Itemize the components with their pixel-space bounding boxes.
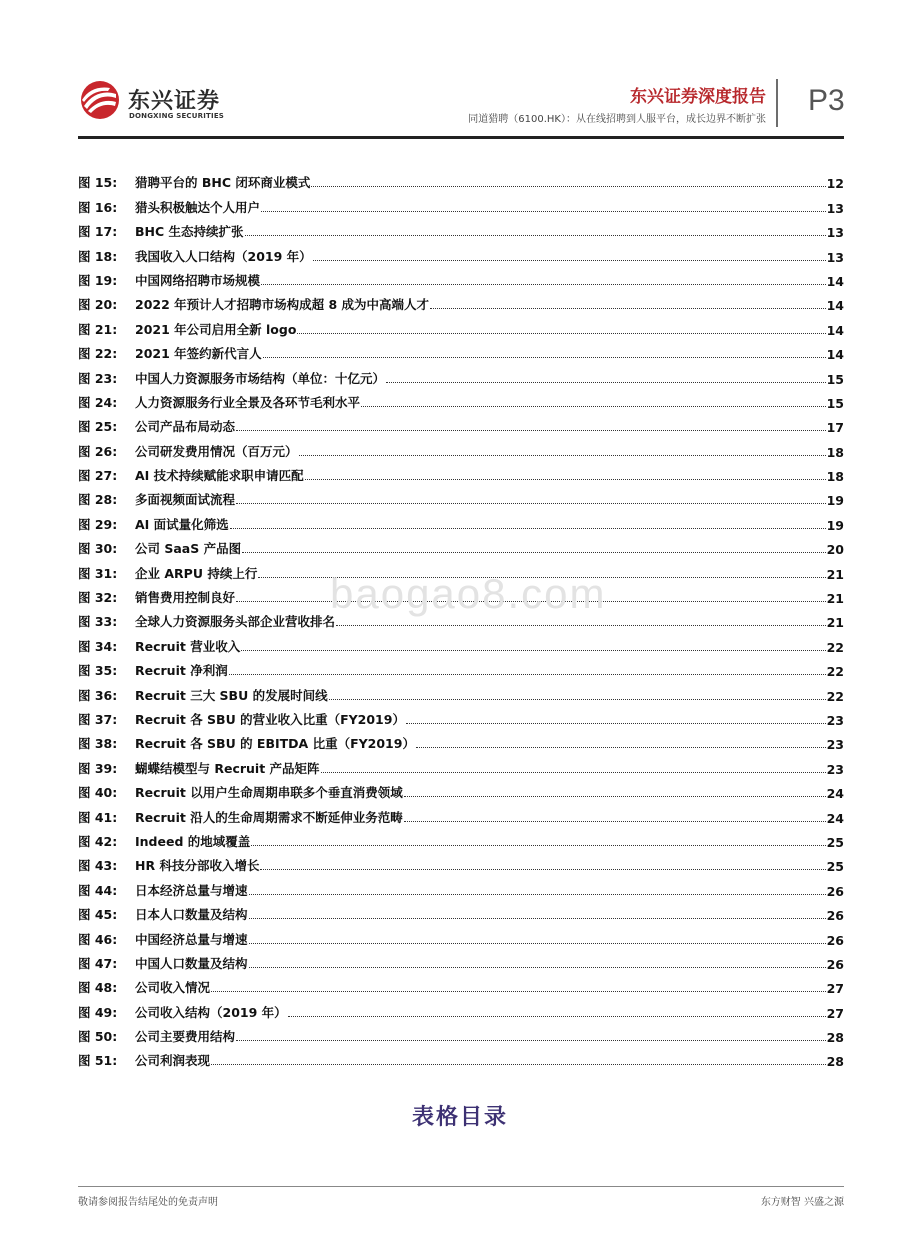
toc-entry[interactable] <box>78 801 844 825</box>
figure-number: 图 47: <box>78 955 118 971</box>
figure-number: 图 28: <box>78 492 118 508</box>
figure-page-number: 23 <box>826 712 844 728</box>
figure-page-number: 19 <box>826 493 844 509</box>
dot-leader <box>288 1016 826 1017</box>
figure-page-number: 21 <box>826 591 844 607</box>
figure-title: Recruit 沿人的生命周期需求不断延伸业务范畴 <box>135 809 403 825</box>
toc-entry[interactable] <box>78 435 844 459</box>
figure-number: 图 36: <box>78 687 118 703</box>
toc-entry[interactable] <box>78 240 844 264</box>
figure-page-number: 28 <box>826 1054 844 1070</box>
dot-leader <box>336 625 826 626</box>
dot-leader <box>242 552 826 553</box>
figure-page-number: 26 <box>826 908 844 924</box>
figure-page-number: 14 <box>826 298 844 314</box>
figure-title: 中国人力资源服务市场结构（单位：十亿元） <box>135 370 386 386</box>
toc-entry[interactable] <box>78 289 844 313</box>
figure-title: 日本经济总量与增速 <box>135 882 248 898</box>
figure-title: 公司主要费用结构 <box>135 1029 236 1045</box>
dot-leader <box>249 918 826 919</box>
dot-leader <box>329 699 826 700</box>
dot-leader <box>241 650 825 651</box>
figure-title: Indeed 的地域覆盖 <box>135 833 251 849</box>
toc-entry[interactable] <box>78 679 844 703</box>
toc-entry[interactable] <box>78 923 844 947</box>
figure-table-of-contents <box>78 167 844 1069</box>
toc-entry[interactable] <box>78 899 844 923</box>
dot-leader <box>416 747 826 748</box>
figure-number: 图 50: <box>78 1029 118 1045</box>
figure-title: 猎聘平台的 BHC 闭环商业模式 <box>135 175 311 191</box>
figure-number: 图 16: <box>78 199 118 215</box>
figure-number: 图 17: <box>78 224 118 240</box>
report-title: 东兴证券深度报告 <box>630 87 766 107</box>
toc-entry[interactable] <box>78 338 844 362</box>
toc-entry[interactable] <box>78 728 844 752</box>
page-header <box>0 0 920 140</box>
figure-number: 图 38: <box>78 736 118 752</box>
figure-page-number: 25 <box>826 859 844 875</box>
figure-number: 图 22: <box>78 346 118 362</box>
logo-chinese-text: 东兴证券 <box>128 89 221 114</box>
figure-title: 猎头积极触达个人用户 <box>135 199 261 215</box>
figure-title: Recruit 三大 SBU 的发展时间线 <box>135 687 328 703</box>
dot-leader <box>311 186 825 187</box>
toc-entry[interactable] <box>78 996 844 1020</box>
figure-number: 图 25: <box>78 419 118 435</box>
dot-leader <box>313 260 826 261</box>
figure-number: 图 35: <box>78 663 118 679</box>
page-number: P3 <box>808 84 845 117</box>
figure-page-number: 17 <box>826 420 844 436</box>
figure-page-number: 27 <box>826 981 844 997</box>
figure-title: 销售费用控制良好 <box>135 590 236 606</box>
dot-leader <box>299 455 826 456</box>
figure-title: HR 科技分部收入增长 <box>135 858 260 874</box>
figure-page-number: 15 <box>826 371 844 387</box>
figure-title: 中国网络招聘市场规模 <box>135 272 261 288</box>
figure-page-number: 26 <box>826 883 844 899</box>
toc-entry[interactable] <box>78 313 844 337</box>
toc-entry[interactable] <box>78 972 844 996</box>
dot-leader <box>249 894 826 895</box>
figure-title: 公司收入结构（2019 年） <box>135 1004 287 1020</box>
figure-page-number: 14 <box>826 273 844 289</box>
figure-number: 图 15: <box>78 175 118 191</box>
figure-page-number: 24 <box>826 810 844 826</box>
toc-entry[interactable] <box>78 948 844 972</box>
company-logo <box>78 78 248 128</box>
toc-entry[interactable] <box>78 874 844 898</box>
dot-leader <box>321 772 826 773</box>
figure-page-number: 14 <box>826 322 844 338</box>
toc-entry[interactable] <box>78 850 844 874</box>
figure-number: 图 43: <box>78 858 118 874</box>
dot-leader <box>245 235 826 236</box>
figure-number: 图 37: <box>78 711 118 727</box>
figure-page-number: 25 <box>826 834 844 850</box>
figure-number: 图 42: <box>78 833 118 849</box>
figure-number: 图 29: <box>78 516 118 532</box>
figure-number: 图 33: <box>78 614 118 630</box>
toc-entry[interactable] <box>78 508 844 532</box>
figure-number: 图 30: <box>78 541 118 557</box>
figure-number: 图 51: <box>78 1053 118 1069</box>
toc-entry[interactable] <box>78 484 844 508</box>
figure-title: 全球人力资源服务头部企业营收排名 <box>135 614 336 630</box>
figure-page-number: 24 <box>826 786 844 802</box>
figure-title: AI 面试量化筛选 <box>135 516 229 532</box>
dot-leader <box>251 845 825 846</box>
figure-title: 2021 年签约新代言人 <box>135 346 262 362</box>
dot-leader <box>230 528 826 529</box>
figure-title: 2021 年公司启用全新 logo <box>135 321 297 337</box>
figure-number: 图 18: <box>78 248 118 264</box>
footer-slogan: 东方财智 兴盛之源 <box>760 1197 844 1208</box>
toc-entry[interactable] <box>78 704 844 728</box>
dot-leader <box>211 1064 826 1065</box>
toc-entry[interactable] <box>78 265 844 289</box>
toc-entry[interactable] <box>78 362 844 386</box>
toc-entry[interactable] <box>78 1045 844 1069</box>
toc-entry[interactable] <box>78 387 844 411</box>
figure-title: Recruit 以用户生命周期串联多个垂直消费领域 <box>135 785 403 801</box>
toc-entry[interactable] <box>78 630 844 654</box>
figure-number: 图 34: <box>78 638 118 654</box>
figure-number: 图 31: <box>78 565 118 581</box>
figure-title: 多面视频面试流程 <box>135 492 236 508</box>
figure-title: 公司收入情况 <box>135 980 211 996</box>
figure-page-number: 20 <box>826 542 844 558</box>
figure-title: 公司产品布局动态 <box>135 419 236 435</box>
dot-leader <box>263 357 826 358</box>
toc-entry[interactable] <box>78 216 844 240</box>
figure-number: 图 48: <box>78 980 118 996</box>
dot-leader <box>430 308 826 309</box>
dot-leader <box>249 943 826 944</box>
toc-entry[interactable] <box>78 167 844 191</box>
figure-title: 蝴蝶结模型与 Recruit 产品矩阵 <box>135 760 320 776</box>
figure-page-number: 28 <box>826 1030 844 1046</box>
figure-title: Recruit 净利润 <box>135 663 228 679</box>
dot-leader <box>406 723 826 724</box>
figure-title: 我国收入人口结构（2019 年） <box>135 248 312 264</box>
figure-number: 图 44: <box>78 882 118 898</box>
figure-page-number: 13 <box>826 225 844 241</box>
figure-page-number: 26 <box>826 956 844 972</box>
figure-page-number: 18 <box>826 444 844 460</box>
figure-number: 图 41: <box>78 809 118 825</box>
figure-page-number: 22 <box>826 639 844 655</box>
dot-leader <box>236 503 826 504</box>
figure-title: 2022 年预计人才招聘市场构成超 8 成为中高端人才 <box>135 297 430 313</box>
figure-page-number: 13 <box>826 249 844 265</box>
figure-number: 图 45: <box>78 907 118 923</box>
figure-number: 图 46: <box>78 931 118 947</box>
figure-page-number: 23 <box>826 737 844 753</box>
dot-leader <box>404 796 826 797</box>
dot-leader <box>361 406 826 407</box>
figure-title: 中国人口数量及结构 <box>135 955 248 971</box>
figure-page-number: 27 <box>826 1005 844 1021</box>
footer-rule <box>78 1186 844 1187</box>
figure-title: 公司 SaaS 产品图 <box>135 541 242 557</box>
figure-page-number: 23 <box>826 761 844 777</box>
figure-page-number: 26 <box>826 932 844 948</box>
figure-page-number: 22 <box>826 688 844 704</box>
toc-entry[interactable] <box>78 533 844 557</box>
watermark: baogao8.com <box>330 570 607 617</box>
figure-number: 图 40: <box>78 785 118 801</box>
figure-title: 中国经济总量与增速 <box>135 931 248 947</box>
footer-disclaimer: 敬请参阅报告结尾处的免责声明 <box>78 1197 218 1208</box>
figure-number: 图 19: <box>78 272 118 288</box>
figure-page-number: 18 <box>826 469 844 485</box>
toc-entry[interactable] <box>78 411 844 435</box>
dot-leader <box>404 821 826 822</box>
dot-leader <box>249 967 826 968</box>
figure-page-number: 19 <box>826 517 844 533</box>
toc-entry[interactable] <box>78 191 844 215</box>
figure-page-number: 14 <box>826 347 844 363</box>
figure-title: 人力资源服务行业全景及各环节毛利水平 <box>135 394 361 410</box>
figure-page-number: 21 <box>826 566 844 582</box>
figure-title: 日本人口数量及结构 <box>135 907 248 923</box>
dongxing-logo-icon <box>78 80 122 120</box>
dot-leader <box>297 333 825 334</box>
dot-leader <box>236 1040 826 1041</box>
report-subtitle: 同道猎聘（6100.HK）：从在线招聘到人服平台，成长边界不断扩张 <box>468 114 766 125</box>
figure-number: 图 39: <box>78 760 118 776</box>
figure-number: 图 32: <box>78 590 118 606</box>
dot-leader <box>305 479 826 480</box>
header-rule <box>78 136 844 139</box>
figure-title: 公司研发费用情况（百万元） <box>135 443 298 459</box>
figure-page-number: 21 <box>826 615 844 631</box>
table-of-tables-heading: 表格目录 <box>411 1105 508 1130</box>
toc-entry[interactable] <box>78 752 844 776</box>
figure-page-number: 12 <box>826 176 844 192</box>
toc-entry[interactable] <box>78 460 844 484</box>
dot-leader <box>261 284 826 285</box>
figure-page-number: 22 <box>826 664 844 680</box>
dot-leader <box>261 211 826 212</box>
toc-entry[interactable] <box>78 655 844 679</box>
figure-title: Recruit 营业收入 <box>135 638 241 654</box>
dot-leader <box>236 430 826 431</box>
figure-title: Recruit 各 SBU 的 EBITDA 比重（FY2019） <box>135 736 415 752</box>
figure-page-number: 13 <box>826 200 844 216</box>
dot-leader <box>229 674 826 675</box>
dot-leader <box>386 382 826 383</box>
figure-title: Recruit 各 SBU 的营业收入比重（FY2019） <box>135 711 405 727</box>
figure-number: 图 26: <box>78 443 118 459</box>
toc-entry[interactable] <box>78 777 844 801</box>
header-divider <box>776 79 778 127</box>
logo-english-text: DONGXING SECURITIES <box>129 112 225 120</box>
figure-number: 图 49: <box>78 1004 118 1020</box>
toc-entry[interactable] <box>78 826 844 850</box>
figure-number: 图 21: <box>78 321 118 337</box>
figure-title: 公司利润表现 <box>135 1053 211 1069</box>
dot-leader <box>260 869 825 870</box>
figure-title: AI 技术持续赋能求职申请匹配 <box>135 468 304 484</box>
figure-number: 图 24: <box>78 394 118 410</box>
figure-title: 企业 ARPU 持续上行 <box>135 565 258 581</box>
figure-number: 图 27: <box>78 468 118 484</box>
figure-title: BHC 生态持续扩张 <box>135 224 244 240</box>
figure-number: 图 23: <box>78 370 118 386</box>
figure-number: 图 20: <box>78 297 118 313</box>
dot-leader <box>211 991 826 992</box>
toc-entry[interactable] <box>78 1021 844 1045</box>
figure-page-number: 15 <box>826 395 844 411</box>
